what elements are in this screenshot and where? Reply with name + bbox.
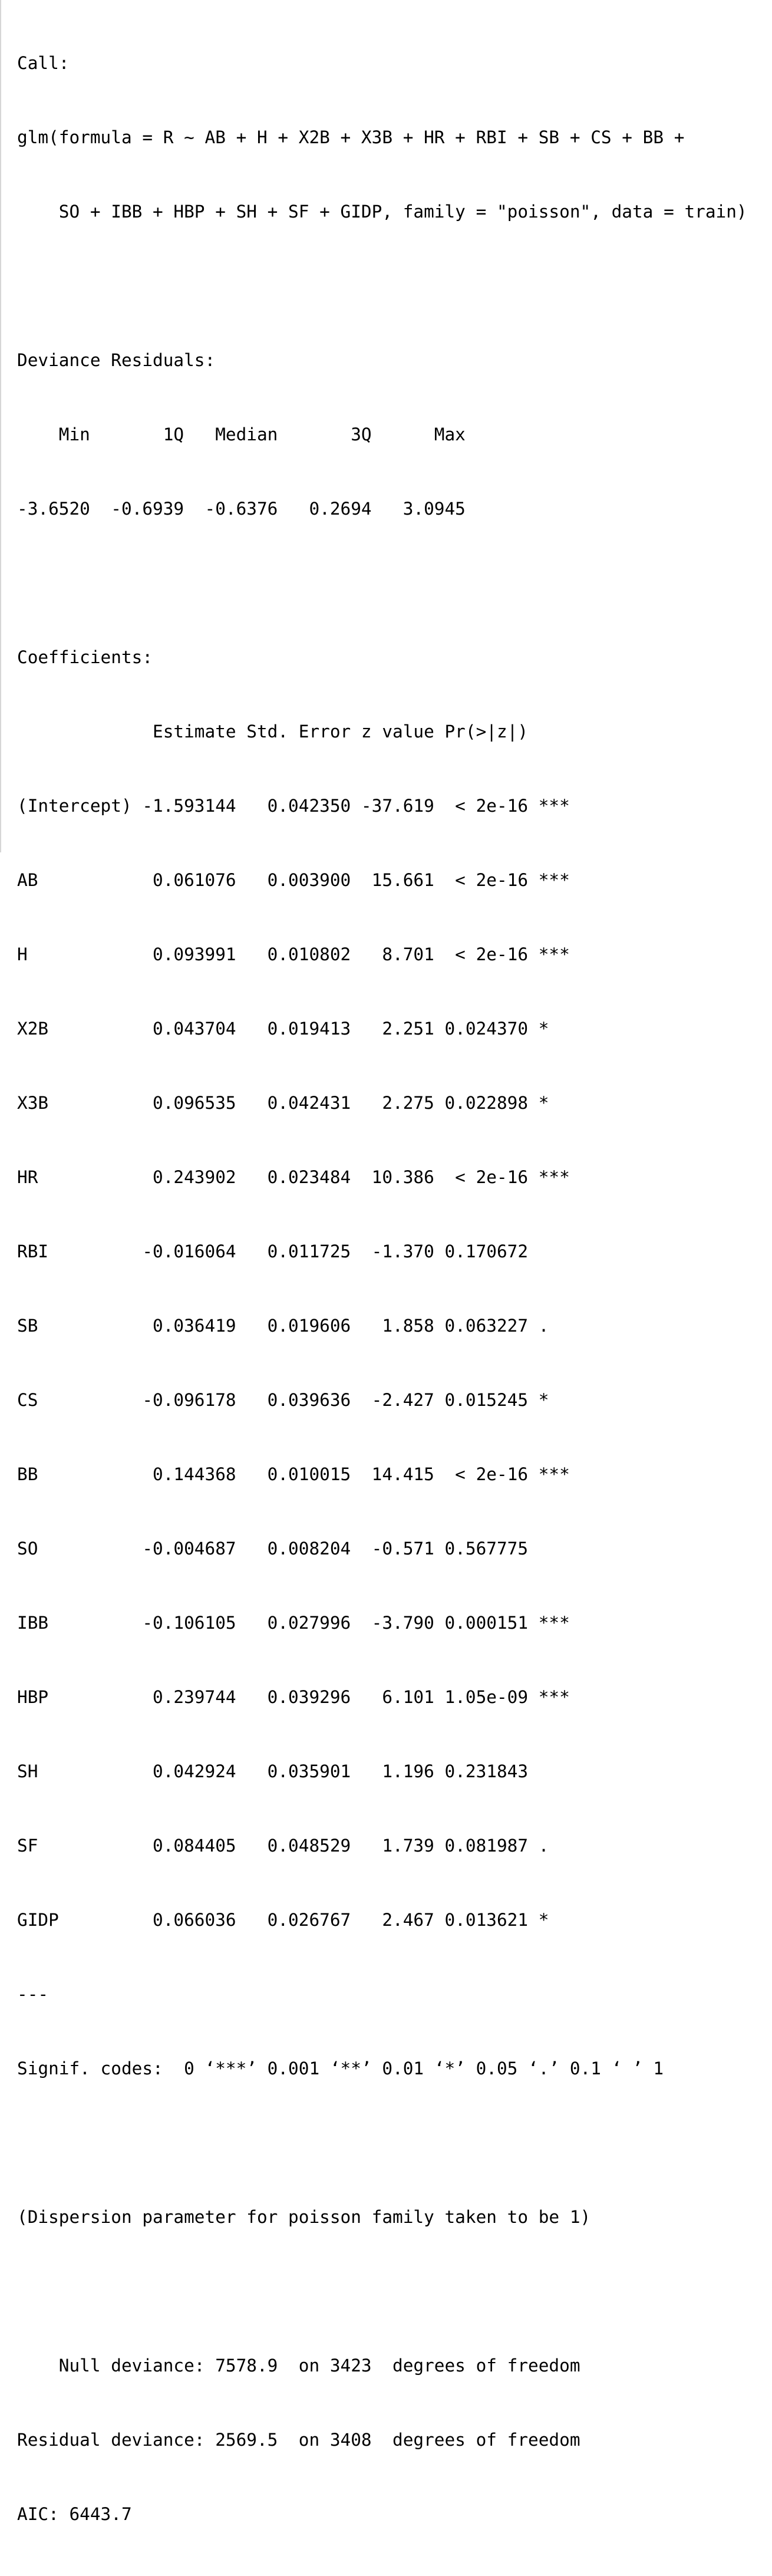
coefficient-row: BB 0.144368 0.010015 14.415 < 2e-16 *** <box>17 1464 570 1484</box>
separator-line: --- <box>17 1984 49 2004</box>
coefficient-row: HR 0.243902 0.023484 10.386 < 2e-16 *** <box>17 1167 570 1187</box>
coefficient-row: X2B 0.043704 0.019413 2.251 0.024370 * <box>17 1019 549 1039</box>
glm-summary-output <box>17 1 747 2576</box>
dispersion-note: (Dispersion parameter for poisson family taken to be 1) <box>17 2207 591 2227</box>
null-deviance-line: Null deviance: 7578.9 on 3423 degrees of freedom <box>17 2356 580 2376</box>
coefficients-column-headers: Estimate Std. Error z value Pr(>|z|) <box>17 722 529 742</box>
coefficient-row: HBP 0.239744 0.039296 6.101 1.05e-09 *** <box>17 1687 570 1707</box>
signif-codes-line: Signif. codes: 0 ‘***’ 0.001 ‘**’ 0.01 ‘*’ 0.05 ‘.’ 0.1 ‘ ’ 1 <box>17 2058 664 2078</box>
blank-line <box>17 274 747 298</box>
glm-call-line-2: SO + IBB + HBP + SH + SF + GIDP, family = "poisson", data = train) <box>17 202 747 222</box>
coefficient-row: SO -0.004687 0.008204 -0.571 0.567775 <box>17 1539 529 1559</box>
coefficient-row: SB 0.036419 0.019606 1.858 0.063227 . <box>17 1316 549 1336</box>
blank-line <box>17 571 747 595</box>
deviance-residuals-values: -3.6520 -0.6939 -0.6376 0.2694 3.0945 <box>17 499 466 519</box>
blank-line <box>17 2130 747 2155</box>
aic-line: AIC: 6443.7 <box>17 2504 132 2524</box>
coefficient-row: X3B 0.096535 0.042431 2.275 0.022898 * <box>17 1093 549 1113</box>
call-header: Call: <box>17 53 70 73</box>
coefficients-header: Coefficients: <box>17 647 153 667</box>
residual-deviance-line: Residual deviance: 2569.5 on 3408 degrees of freedom <box>17 2430 580 2450</box>
coefficient-row: (Intercept) -1.593144 0.042350 -37.619 < 2e-16 *** <box>17 796 570 816</box>
coefficient-row: AB 0.061076 0.003900 15.661 < 2e-16 *** <box>17 870 570 890</box>
coefficient-row: IBB -0.106105 0.027996 -3.790 0.000151 *** <box>17 1613 570 1633</box>
coefficient-row: SH 0.042924 0.035901 1.196 0.231843 <box>17 1761 529 1781</box>
coefficient-row: H 0.093991 0.010802 8.701 < 2e-16 *** <box>17 944 570 964</box>
deviance-residuals-labels: Min 1Q Median 3Q Max <box>17 424 466 444</box>
coefficient-row: RBI -0.016064 0.011725 -1.370 0.170672 <box>17 1241 529 1261</box>
deviance-residuals-header: Deviance Residuals: <box>17 350 216 370</box>
coefficient-row: GIDP 0.066036 0.026767 2.467 0.013621 * <box>17 1910 549 1930</box>
coefficient-row: CS -0.096178 0.039636 -2.427 0.015245 * <box>17 1390 549 1410</box>
glm-call-line-1: glm(formula = R ~ AB + H + X2B + X3B + HR + RBI + SB + CS + BB + <box>17 127 685 147</box>
coefficient-row: SF 0.084405 0.048529 1.739 0.081987 . <box>17 1836 549 1856</box>
blank-line <box>17 2279 747 2304</box>
